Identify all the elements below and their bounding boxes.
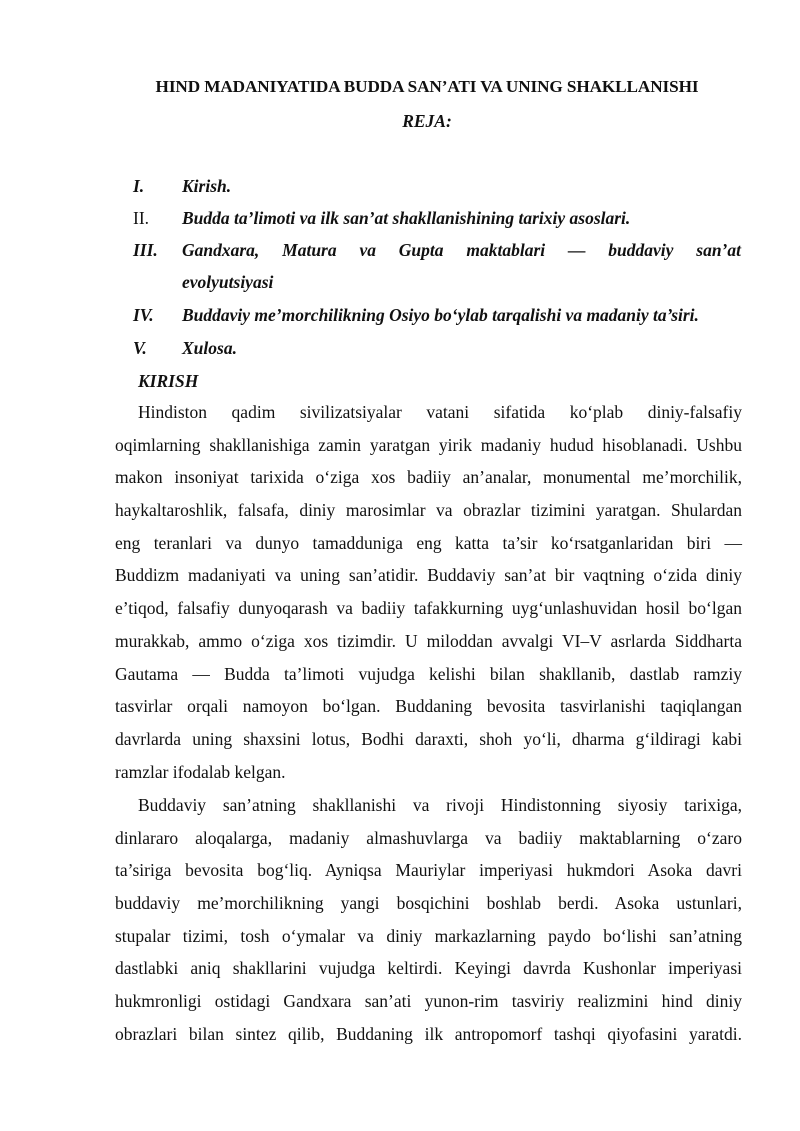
text-line: davrlarda uning shaxsini lotus, Bodhi daraxti, shoh yo‘li, dharma g‘ildiragi kabi: [115, 728, 742, 749]
plan-item-number: I.: [133, 176, 145, 196]
paragraph-1: [115, 396, 742, 788]
text-line: dastlabki aniq shakllarini vujudga keltirdi. Keyingi davrda Kushonlar imperiyasi: [115, 958, 742, 979]
text-line: Buddizm madaniyati va uning san’atidir. Buddaviy san’at bir vaqtning o‘zida diniy: [115, 565, 742, 586]
plan-item-text: Budda ta’limoti va ilk san’at shakllanishining tarixiy asoslari.: [182, 208, 631, 228]
text-line: Buddaviy san’atning shakllanishi va rivoji Hindistonning siyosiy tarixiga,: [138, 795, 742, 815]
text-line: buddaviy me’morchilikning yangi bosqichini boshlab berdi. Asoka ustunlari,: [115, 893, 742, 914]
plan-item-text: Gandxara, Matura va Gupta maktablari — buddaviy san’at: [182, 240, 741, 260]
plan-item-number: III.: [133, 240, 158, 260]
plan-item-text: Xulosa.: [182, 338, 237, 358]
text-line: dinlararo aloqalarga, madaniy almashuvlarga va badiiy maktablarning o‘zaro: [115, 827, 742, 848]
plan-item-number: IV.: [133, 305, 154, 325]
text-line: eng teranlari va dunyo tamadduniga eng katta ta’sir ko‘rsatganlaridan biri —: [115, 532, 742, 553]
text-line: ta’siriga bevosita bog‘liq. Ayniqsa Mauriylar imperiyasi hukmdori Asoka davri: [115, 860, 742, 881]
plan-item-text: Buddaviy me’morchilikning Osiyo bo‘ylab tarqalishi va madaniy ta’siri.: [182, 305, 699, 325]
text-line: murakkab, ammo o‘ziga xos tizimdir. U miloddan avvalgi VI–V asrlarda Siddharta: [115, 630, 742, 651]
paragraph-2: [115, 789, 742, 1051]
text-line: haykaltaroshlik, falsafa, diniy marosimlar va obrazlar tizimini yaratgan. Shulardan: [115, 500, 742, 521]
text-line: stupalar tizimi, tosh o‘ymalar va diniy markazlarning paydo bo‘lishi san’atning: [115, 925, 742, 946]
text-line: Hindiston qadim sivilizatsiyalar vatani sifatida ko‘plab diniy-falsafiy: [138, 402, 742, 422]
plan-heading: REJA:: [402, 111, 452, 131]
text-line: e’tiqod, falsafiy dunyoqarash va badiiy tafakkurning uyg‘unlashuvidan hosil bo‘lgan: [115, 598, 742, 619]
text-line: ramzlar ifodalab kelgan.: [115, 761, 286, 782]
section-heading: KIRISH: [138, 371, 199, 391]
text-line: Gautama — Budda ta’limoti vujudga kelishi bilan shakllanib, dastlab ramziy: [115, 663, 742, 684]
text-line: obrazlari bilan sintez qilib, Buddaning ilk antropomorf tashqi qiyofasini yaratdi.: [115, 1023, 742, 1044]
text-line: makon insoniyat tarixida o‘ziga xos badiiy an’analar, monumental me’morchilik,: [115, 467, 742, 488]
text-line: oqimlarning shakllanishiga zamin yaratgan yirik madaniy hudud hisoblanadi. Ushbu: [115, 434, 742, 455]
plan-item-number: II.: [133, 208, 150, 228]
text-line: hukmronligi ostidagi Gandxara san’ati yunon-rim tasviriy realizmini hind diniy: [115, 991, 742, 1012]
plan-item-number: V.: [133, 338, 147, 358]
text-line: tasvirlar orqali namoyon bo‘lgan. Buddaning bevosita tasvirlanishi taqiqlangan: [115, 696, 742, 717]
plan-item-text: Kirish.: [182, 176, 232, 196]
plan-item-text: evolyutsiyasi: [182, 272, 274, 292]
document-title: HIND MADANIYATIDA BUDDA SAN’ATI VA UNING SHAKLLANISHI: [155, 77, 699, 96]
